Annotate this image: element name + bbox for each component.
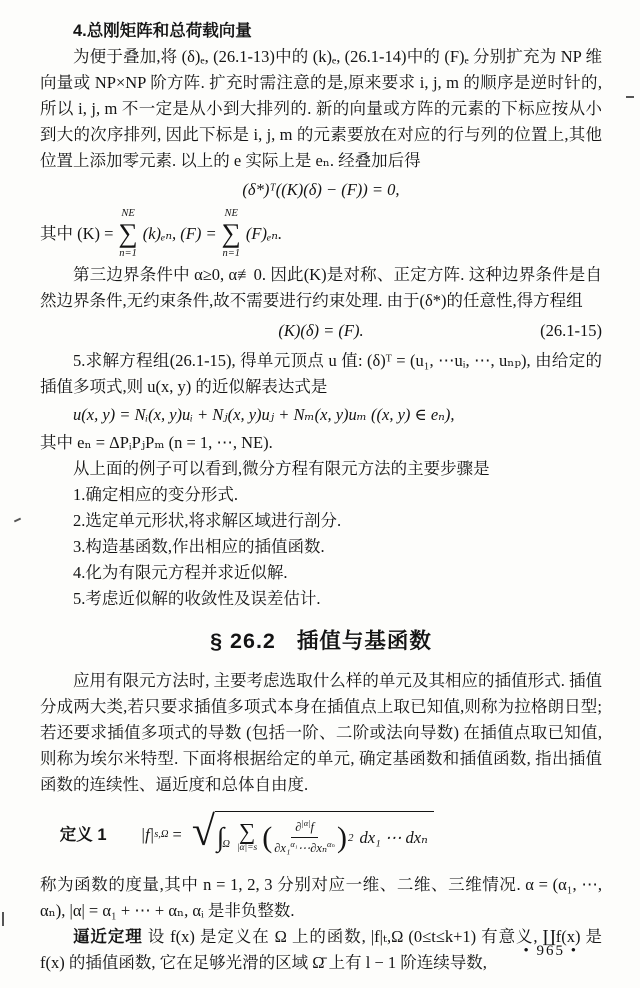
sigma-symbol: ∑: [221, 218, 241, 249]
scan-artifact: [626, 96, 634, 98]
partial-derivative-fraction: [274, 818, 335, 857]
theorem-label: 逼近定理: [73, 928, 143, 947]
list-fem-steps: [40, 482, 602, 612]
integral-domain: Ω: [222, 838, 230, 850]
equation-global-sum: [40, 207, 602, 260]
para-seminorm-note: 称为函数的度量,其中 n = 1, 2, 3 分别对应一维、二维、三维情况. α = (α₁, ⋯, αₙ), |α| = α₁ + ⋯ + αₙ, αᵢ 是非负整数.: [40, 875, 602, 921]
equation-number: (26.1-15): [540, 321, 602, 341]
seminorm-formula: [141, 811, 434, 859]
sigma-alpha-stack: ∑ |α|=s: [236, 819, 258, 854]
fraction-denominator: ∂x₁$^{\alpha_1}$⋯∂xₙ$^{\alpha_n}$: [274, 839, 335, 856]
para-solve: 5.求解方程组(26.1-15), 得单元顶点 u 值: (δ)ᵀ = (u₁, ⋯uᵢ, ⋯, uₙₚ), 由给定的插值多项式,则 u(x, y) 的近似解表达式是: [40, 351, 602, 397]
equation-system-row: [40, 318, 602, 344]
sigma-k-stack: NE ∑ n=1: [118, 208, 138, 260]
integral-sign: ∫: [216, 822, 225, 853]
step-item-2: 2.选定单元形状,将求解区域进行剖分.: [73, 511, 342, 531]
sigma-symbol: ∑: [238, 819, 256, 845]
para-assembly: 为便于叠加,将 (δ)ₑ, (26.1-13)中的 (k)ₑ, (26.1-14)中的 (F)ₑ 分别扩充为 NP 维向量或 NP×NP 阶方阵. 扩充时需注意的是,原来要求 i, j, m 的顺序是逆时针的,所以 i, j, m 不一定是从小到大排列的. 新的向量或方阵的元素的下标应按从小到大的次序排列, 因此下标是 i, j, m 的元素要放在对应的行与列的位置上,其他位置上添加零元素. 以上的 e 实际上是 eₙ. 经叠加后得: [40, 47, 602, 170]
section-number: § 26.2: [210, 629, 276, 654]
radical-sign: √: [191, 809, 215, 856]
heading-total-stiffness: 4.总刚矩阵和总荷载向量: [73, 22, 252, 40]
equation-element-def: 其中 eₙ = ΔPᵢPⱼPₘ (n = 1, ⋯, NE).: [40, 433, 273, 453]
radicand: [215, 811, 434, 859]
sum-tail: (F)ₑₙ.: [245, 223, 283, 243]
fraction-numerator: ∂$^{|\alpha|}$f: [291, 818, 318, 838]
seminorm-lhs: |f|: [140, 825, 155, 845]
sigma-f-stack: NE ∑ n=1: [221, 208, 241, 260]
scan-artifact: [2, 912, 4, 926]
equation-system: (K)(δ) = (F).: [278, 321, 364, 341]
para-interpolation-intro: 应用有限元方法时, 主要考虑选取什么样的单元及其相应的插值形式. 插值分成两大类,若只要求插值多项式本身在插值点上取已知值,则称为拉格朗日型;若还要求插值多项式的导数 (包括一阶、二阶或法向导数) 在插值点取已知值,则称为埃尔米特型. 下面将根据给定的单元, 确定基函数和插值函数, 指出插值函数的连续性、逼近度和总体自由度.: [40, 671, 602, 795]
sigma-symbol: ∑: [118, 218, 138, 249]
step-item-3: 3.构造基函数,作出相应的插值函数.: [73, 537, 325, 557]
sum-prefix: 其中 (K) =: [40, 223, 114, 243]
theorem-text: 设 f(x) 是定义在 Ω 上的函数, |f|ₜ,Ω (0≤t≤k+1) 有意义, ∐f(x) 是 f(x) 的插值函数, 它在足够光滑的区域 Ω̄ 上有 l − 1 阶连续导数,: [40, 927, 602, 973]
differentials: dx₁ ⋯ dxₙ: [359, 827, 428, 847]
equation-variational: (δ*)ᵀ((K)(δ) − (F)) = 0,: [242, 180, 400, 199]
section-heading: [40, 628, 602, 654]
right-paren: ): [336, 820, 347, 854]
step-item-1: 1.确定相应的变分形式.: [73, 485, 238, 505]
para-approximation-theorem: [40, 924, 602, 976]
radical-expression: [192, 811, 434, 859]
definition-label: 定义 1: [59, 826, 107, 845]
seminorm-lhs-subscript: s,Ω: [154, 829, 169, 841]
scan-artifact: [14, 518, 21, 523]
power-exponent: 2: [347, 831, 354, 844]
section-title: 插值与基函数: [296, 629, 432, 654]
definition-formula: [60, 806, 602, 864]
step-item-4: 4.化为有限元方程并求近似解.: [73, 563, 288, 583]
step-item-5: 5.考虑近似解的收敛性及误差估计.: [73, 589, 321, 609]
para-boundary-condition: 第三边界条件中 α≥0, α≢0. 因此(K)是对称、正定方阵. 这种边界条件是自然边界条件,无约束条件,故不需要进行约束处理. 由于(δ*)的任意性,得方程组: [40, 265, 602, 311]
equals-sign: =: [172, 825, 182, 845]
sum-middle: (k)ₑₙ, (F) =: [142, 223, 217, 243]
page-number: • 965 •: [523, 943, 578, 959]
equation-interpolation: u(x, y) = Nᵢ(x, y)uᵢ + Nⱼ(x, y)uⱼ + Nₘ(x, y)uₘ ((x, y) ∈ eₙ),: [73, 405, 455, 425]
para-steps-intro: 从上面的例子可以看到,微分方程有限元方法的主要步骤是: [73, 459, 490, 479]
left-paren: (: [262, 820, 273, 854]
